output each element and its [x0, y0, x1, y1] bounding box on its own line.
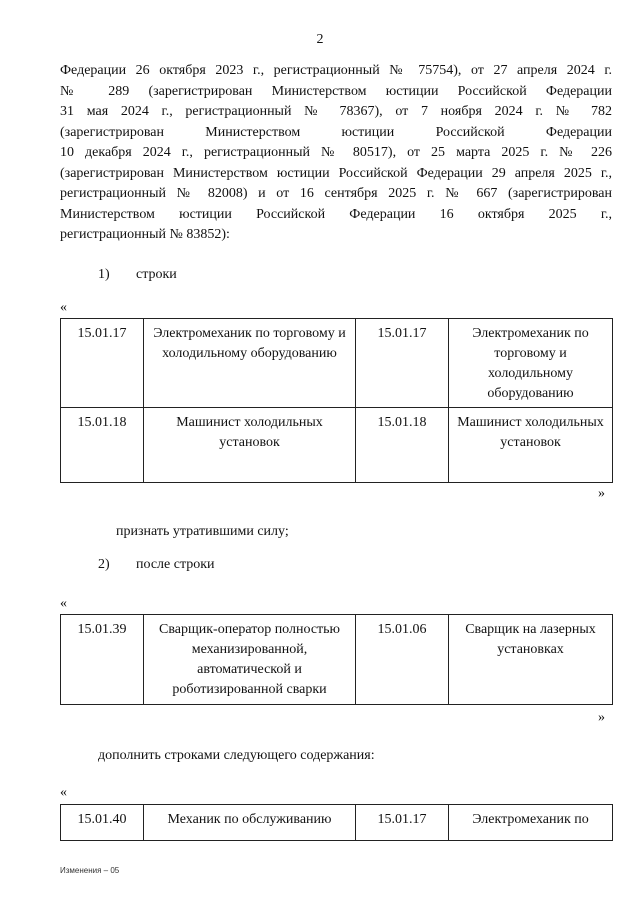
code-cell: 15.01.17 [61, 319, 144, 408]
code-cell: 15.01.40 [61, 805, 144, 841]
footer-note: Изменения – 05 [60, 866, 120, 875]
name-cell: Электромеханик по [449, 805, 613, 841]
name-cell: Электромеханик по торговому и холодильному оборудованию [144, 319, 356, 408]
intro-line: Министерством юстиции Российской Федерации 16 октября 2025 г., [60, 206, 612, 222]
repeal-text: признать утратившими силу; [116, 524, 289, 539]
code-cell: 15.01.17 [356, 805, 449, 841]
table-row [61, 319, 613, 408]
code-cell: 15.01.18 [356, 408, 449, 483]
item1-number: 1) [98, 267, 110, 282]
page-number: 2 [316, 32, 324, 47]
intro-line: 31 мая 2024 г., регистрационный № 78367), от 7 ноября 2024 г. № 782 [60, 104, 612, 119]
name-cell: Машинист холодильных установок [449, 408, 613, 483]
intro-line: регистрационный № 82008) и от 16 сентября 2025 г. № 667 (зарегистрирован [60, 186, 612, 201]
code-cell: 15.01.17 [356, 319, 449, 408]
intro-paragraph [60, 61, 612, 246]
open-quote: « [60, 300, 67, 315]
name-cell: Электромеханик по торговому и холодильному оборудованию [449, 319, 613, 408]
intro-line: (зарегистрирован Министерством юстиции Российской Федерации [60, 124, 612, 140]
code-cell: 15.01.18 [61, 408, 144, 483]
intro-line: № 289 (зарегистрирован Министерством юстиции Российской Федерации [60, 83, 612, 99]
table-row [61, 615, 613, 705]
code-cell: 15.01.39 [61, 615, 144, 705]
close-quote: » [598, 486, 605, 501]
intro-line: 10 декабря 2024 г., регистрационный № 80517), от 25 марта 2025 г. № 226 [60, 145, 612, 160]
supplement-text: дополнить строками следующего содержания: [98, 748, 375, 763]
table-1 [60, 318, 613, 483]
table-row [61, 408, 613, 483]
item2-label: после строки [136, 557, 215, 572]
table-3 [60, 804, 613, 841]
table-row [61, 805, 613, 841]
name-cell: Механик по обслуживанию [144, 805, 356, 841]
table-2 [60, 614, 613, 705]
close-quote: » [598, 710, 605, 725]
item1-label: строки [136, 267, 177, 282]
item2-number: 2) [98, 557, 110, 572]
open-quote: « [60, 785, 67, 800]
name-cell: Машинист холодильных установок [144, 408, 356, 483]
intro-line: (зарегистрирован Министерством юстиции Российской Федерации 29 апреля 2025 г., [60, 165, 612, 181]
name-cell: Сварщик-оператор полностью механизированной, автоматической и роботизированной сварки [144, 615, 356, 705]
name-cell: Сварщик на лазерных установках [449, 615, 613, 705]
intro-line: Федерации 26 октября 2023 г., регистрационный № 75754), от 27 апреля 2024 г. [60, 63, 612, 78]
intro-line: регистрационный № 83852): [60, 227, 230, 242]
open-quote: « [60, 596, 67, 611]
code-cell: 15.01.06 [356, 615, 449, 705]
